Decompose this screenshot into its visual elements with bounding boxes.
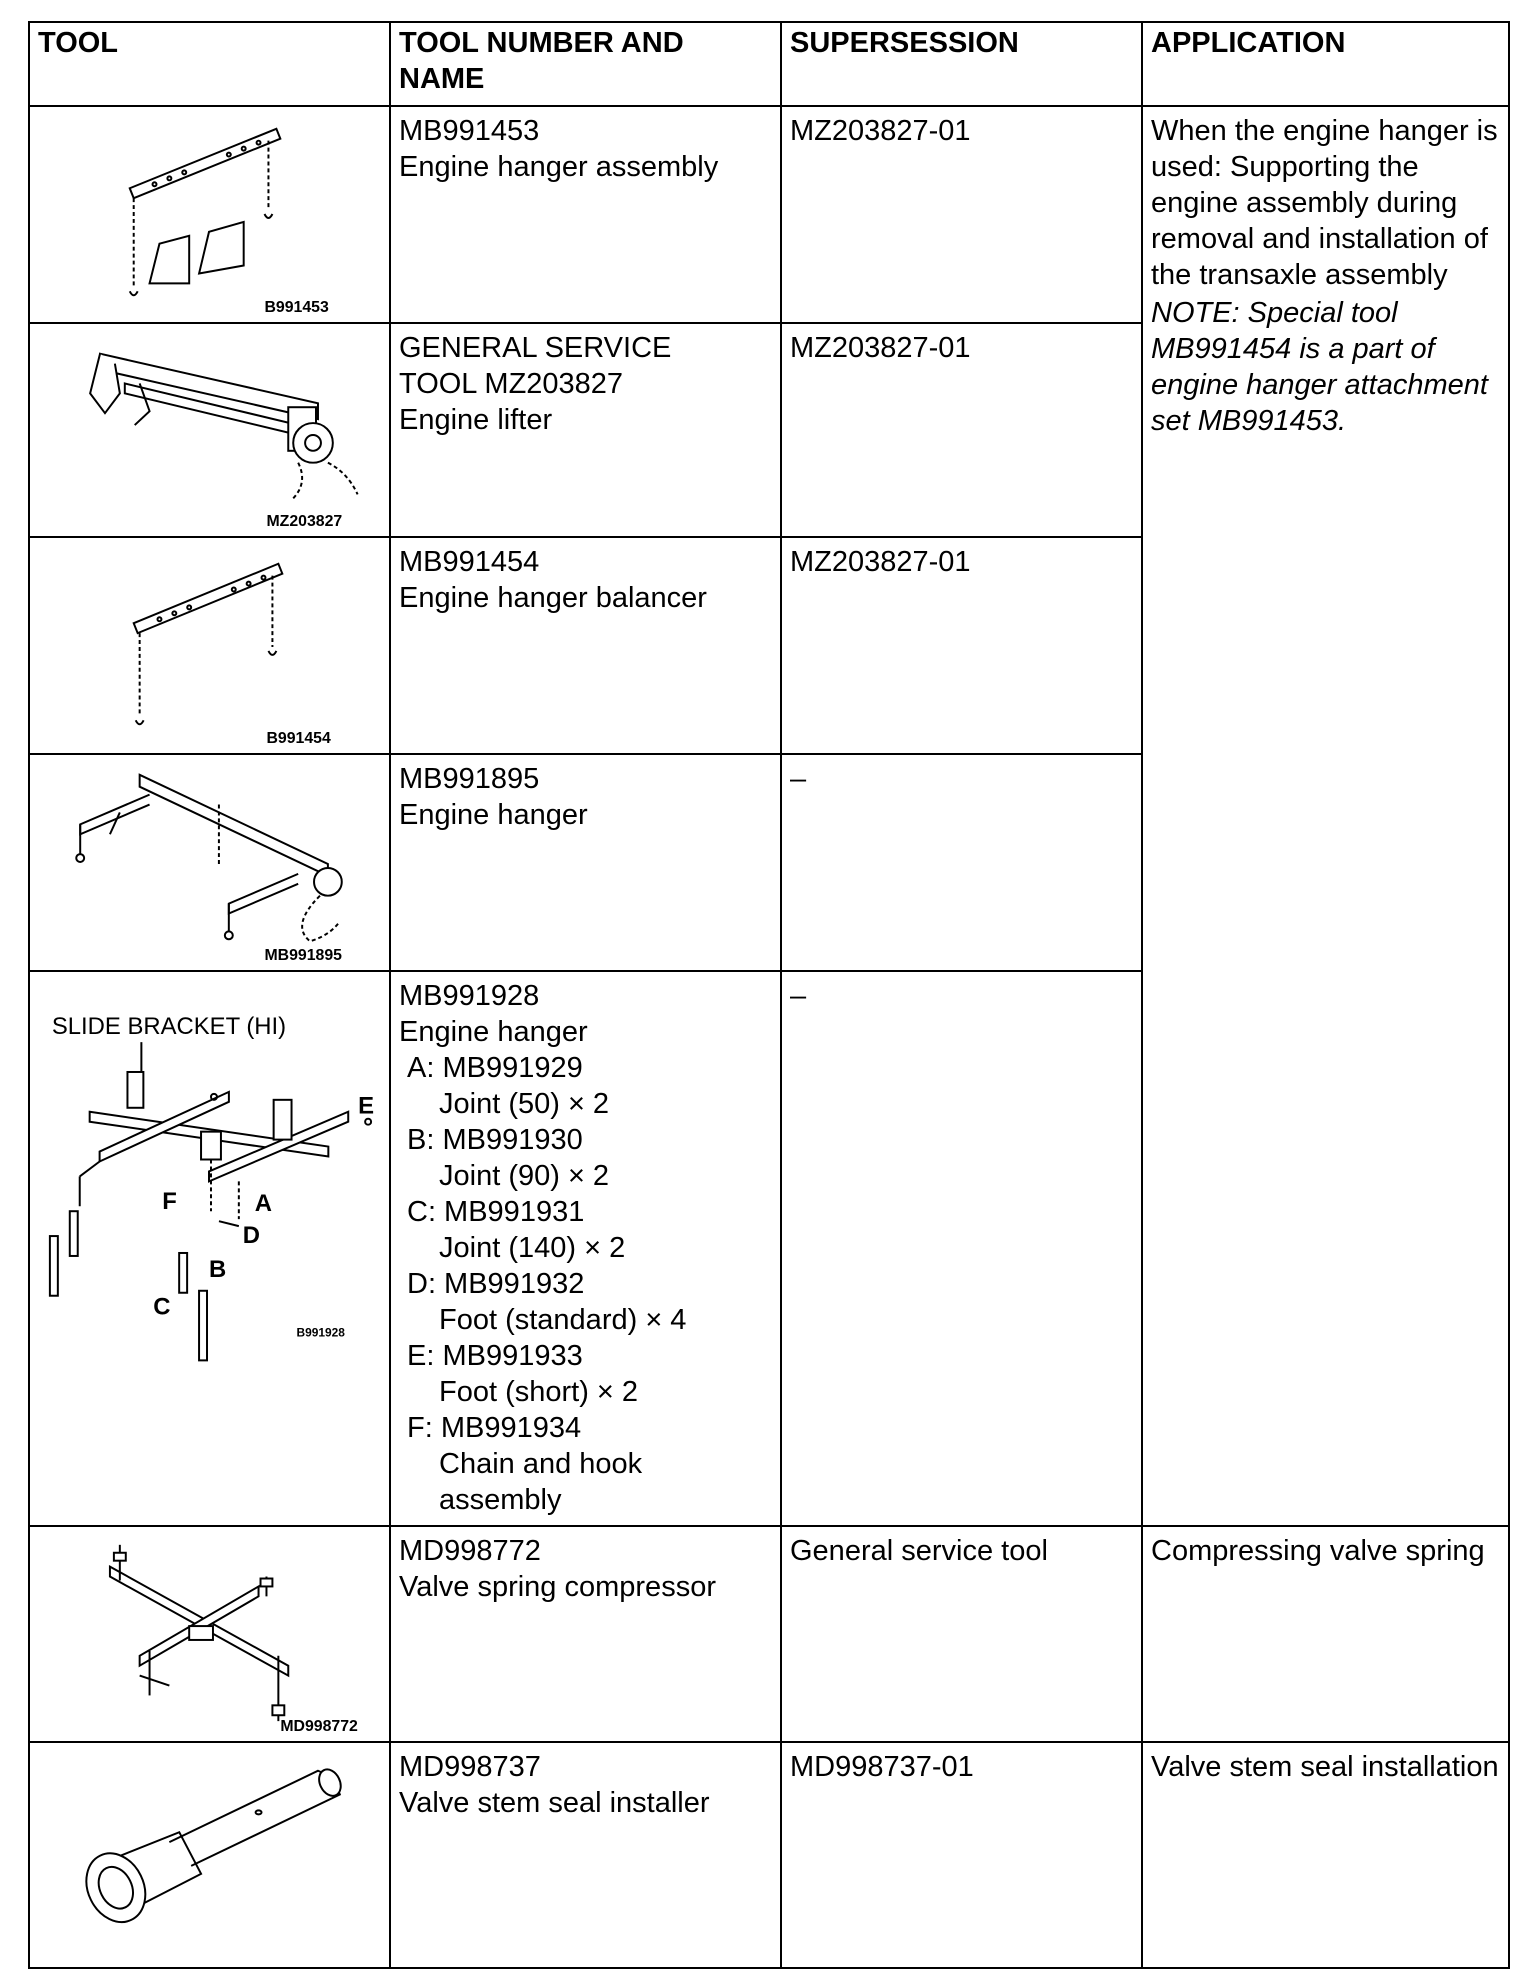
header-tool: TOOL [29,22,390,106]
application-text: When the engine hanger is used: Supporting the engine assembly during removal and installation of the transaxle assembly [1151,115,1498,291]
tool-number-cell [390,1526,781,1742]
callout-b: B [209,1255,227,1283]
supersession-cell: – [781,971,1142,1526]
tool-illustration-cell [29,1526,390,1742]
part-code-c: C: MB991931 [407,1196,585,1228]
tool-name: Engine hanger balancer [399,582,707,614]
part-desc-c: Joint (140) × 2 [439,1232,626,1264]
supersession-cell: MD998737-01 [781,1742,1142,1968]
tool-name: Valve stem seal installer [399,1787,710,1819]
valve-stem-seal-installer-illustration [30,1743,389,1967]
figure-label: B991454 [266,730,331,748]
tool-number: GENERAL SERVICE [399,332,672,364]
application-cell: Compressing valve spring [1142,1526,1509,1742]
figure-label: B991928 [296,1325,345,1340]
tool-number: MB991454 [399,546,540,578]
figure-label: MD998772 [280,1718,358,1736]
engine-hanger-balancer-illustration [30,538,389,753]
tool-number-cell [390,537,781,754]
part-code-e: E: MB991933 [407,1340,583,1372]
callout-f: F [162,1188,177,1216]
tool-number: MB991928 [399,980,540,1012]
part-desc-f-cont: assembly [439,1484,562,1516]
part-code-f: F: MB991934 [407,1412,582,1444]
supersession-cell: MZ203827-01 [781,323,1142,537]
part-code-a: A: MB991929 [407,1052,583,1084]
application-cell-shared [1142,106,1509,1526]
tool-number: MD998737 [399,1751,541,1783]
tool-number-cell [390,754,781,971]
table-row [29,106,1509,323]
tool-number: MB991895 [399,763,540,795]
tool-number-cell [390,323,781,537]
header-application: APPLICATION [1142,22,1509,106]
part-desc-b: Joint (90) × 2 [439,1160,610,1192]
part-desc-e: Foot (short) × 2 [439,1376,639,1408]
tool-number-cell [390,106,781,323]
figure-label: MZ203827 [266,513,343,531]
tool-number: TOOL MZ203827 [399,368,624,400]
callout-d: D [242,1222,261,1250]
application-note: NOTE: Special tool MB991454 is a part of engine hanger attachment set MB991453. [1151,297,1488,437]
tool-name: Engine hanger assembly [399,151,719,183]
tool-illustration-cell [29,754,390,971]
tool-illustration-cell [29,323,390,537]
tool-number-cell [390,1742,781,1968]
tool-illustration-cell [29,971,390,1526]
slide-bracket-callout: SLIDE BRACKET (HI) [51,1013,287,1041]
part-code-b: B: MB991930 [407,1124,583,1156]
part-desc-f: Chain and hook [439,1448,643,1480]
tool-name: Engine hanger [399,799,588,831]
application-cell: Valve stem seal installation [1142,1742,1509,1968]
tool-name: Valve spring compressor [399,1571,716,1603]
engine-hanger-illustration [30,755,389,970]
part-desc-a: Joint (50) × 2 [439,1088,610,1120]
tool-number: MB991453 [399,115,540,147]
special-tools-table [28,21,1510,1969]
header-supersession: SUPERSESSION [781,22,1142,106]
figure-label: MB991895 [264,947,343,965]
tool-illustration-cell [29,537,390,754]
callout-e: E [358,1092,375,1120]
supersession-cell: – [781,754,1142,971]
tool-number-cell [390,971,781,1526]
header-tool-number-and-name: TOOL NUMBER AND NAME [390,22,781,106]
tool-illustration-cell [29,1742,390,1968]
tool-name: Engine hanger [399,1016,588,1048]
tool-number: MD998772 [399,1535,541,1567]
callout-c: C [153,1293,171,1321]
engine-hanger-set-illustration [30,972,389,1525]
supersession-cell: General service tool [781,1526,1142,1742]
table-row [29,1526,1509,1742]
engine-hanger-assembly-illustration [30,107,389,322]
part-desc-d: Foot (standard) × 4 [439,1304,687,1336]
callout-a: A [254,1190,272,1218]
supersession-cell: MZ203827-01 [781,106,1142,323]
figure-label: B991453 [264,299,329,317]
tool-name: Engine lifter [399,404,553,436]
supersession-cell: MZ203827-01 [781,537,1142,754]
tool-illustration-cell [29,106,390,323]
table-row [29,1742,1509,1968]
header-row [29,22,1509,106]
part-code-d: D: MB991932 [407,1268,585,1300]
engine-lifter-illustration [30,324,389,536]
valve-spring-compressor-illustration [30,1527,389,1741]
